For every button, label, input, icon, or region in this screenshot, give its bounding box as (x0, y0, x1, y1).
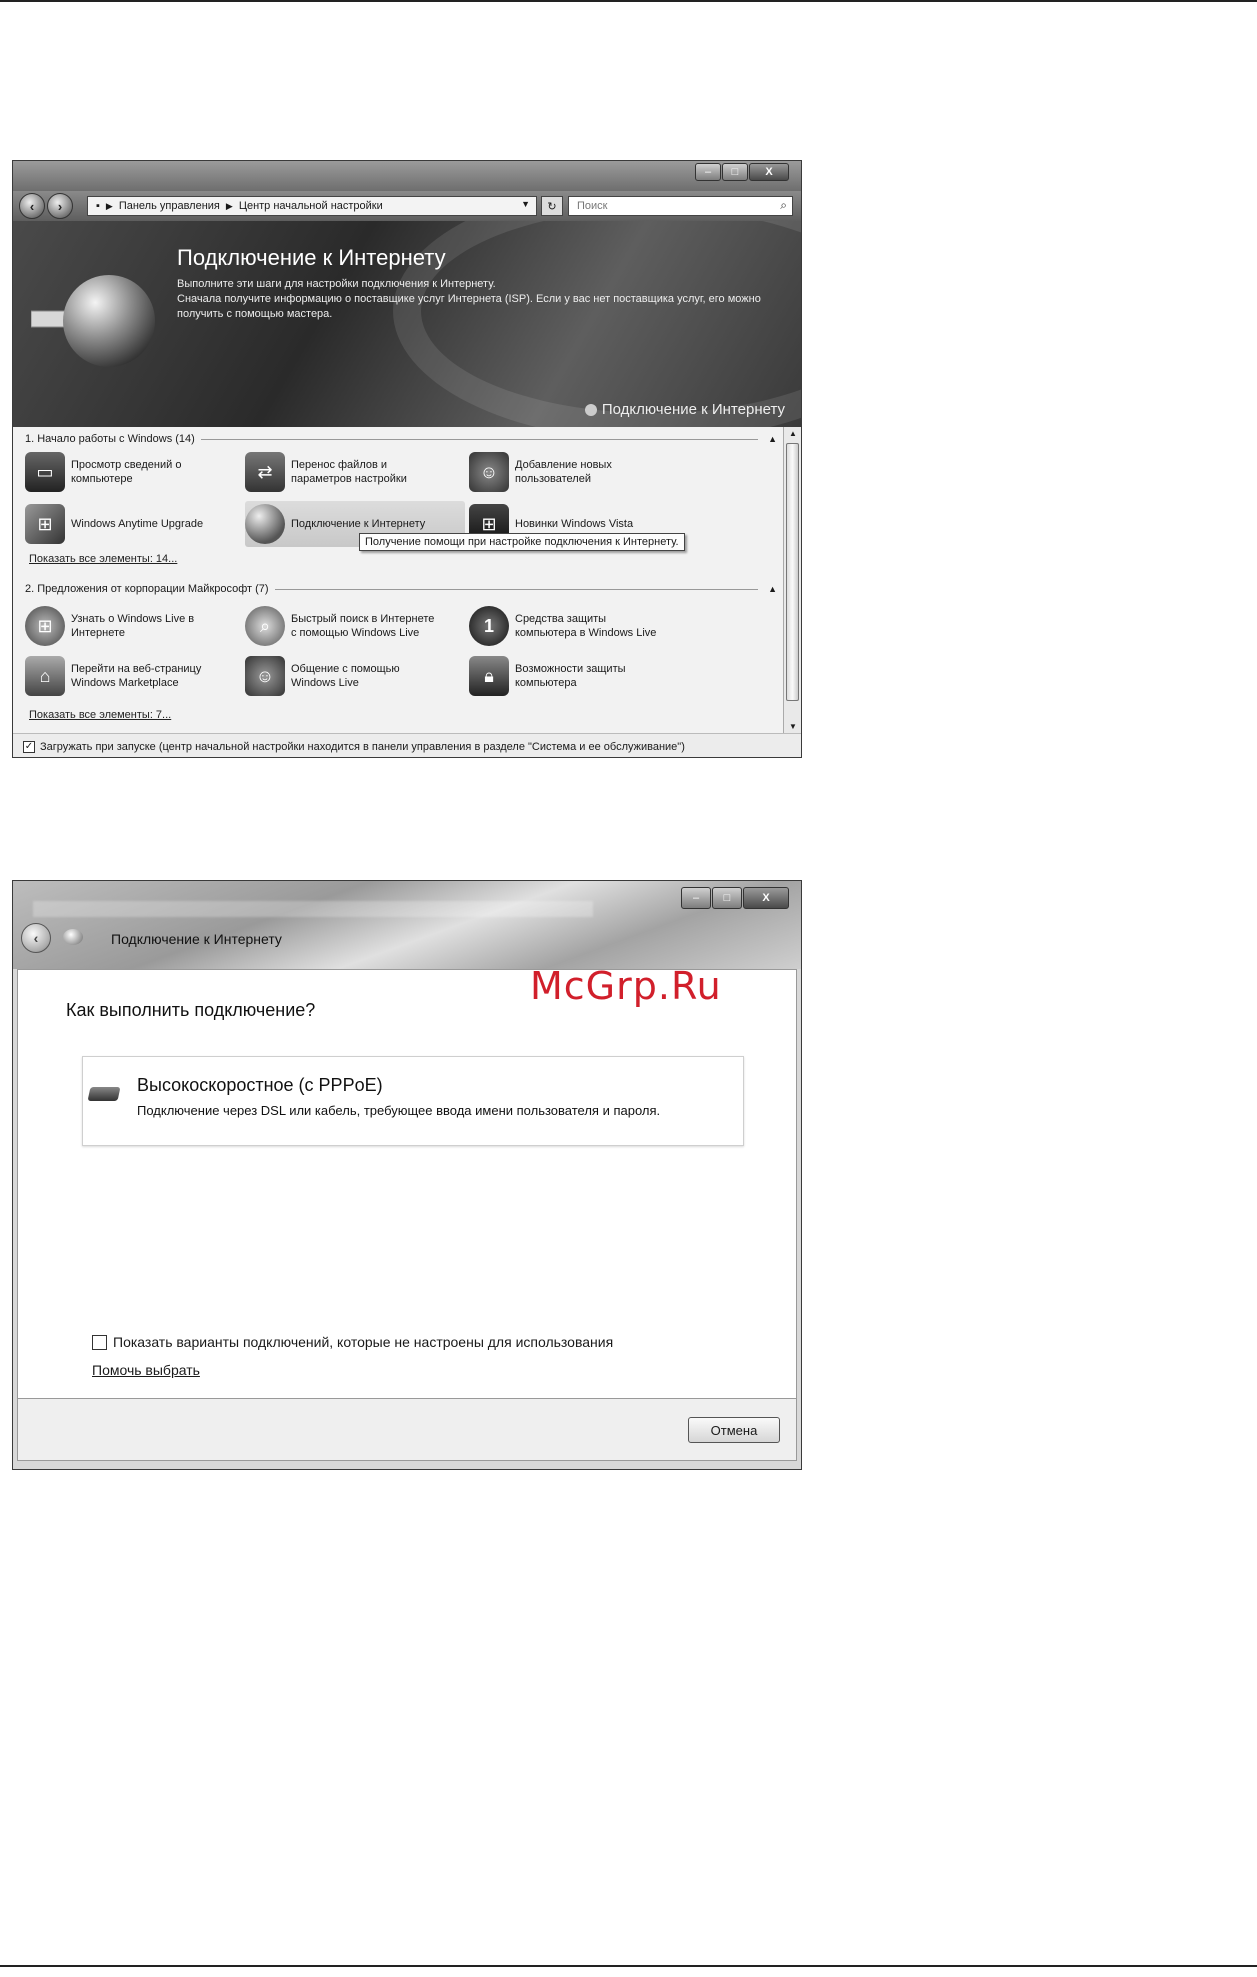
task-label: Подключение к Интернету (291, 518, 426, 530)
option-description: Подключение через DSL или кабель, требующее ввода имени пользователя и пароля. (137, 1103, 661, 1118)
transfer-icon: ⇄ (245, 452, 285, 492)
option-broadband-pppoe[interactable] (82, 1056, 744, 1146)
group-header-getting-started[interactable] (25, 433, 777, 445)
decorative-swoosh (393, 221, 801, 427)
refresh-button[interactable] (541, 196, 563, 216)
wizard-title: Подключение к Интернету (111, 931, 282, 947)
background-window-bar (33, 901, 593, 917)
task-label: параметров настройки (291, 473, 407, 485)
task-live-security[interactable] (469, 603, 689, 649)
group-title: 1. Начало работы с Windows (14) (25, 433, 195, 445)
bottom-rule (0, 1965, 1257, 1967)
show-all-link-14[interactable]: Показать все элементы: 14... (29, 553, 178, 565)
onecare-icon: 1 (469, 606, 509, 646)
users-icon: ☺ (469, 452, 509, 492)
task-label: Новинки Windows Vista (515, 518, 634, 530)
scroll-down-icon[interactable]: ▼ (789, 722, 797, 731)
detail-banner (13, 221, 801, 427)
help-me-choose-link[interactable]: Помочь выбрать (92, 1362, 200, 1378)
refresh-icon: ↻ (547, 200, 557, 213)
task-live-messenger[interactable] (245, 653, 465, 699)
group-divider (201, 439, 758, 440)
navigation-bar (13, 191, 801, 221)
banner-line-2: Сначала получите информацию о поставщике услуг Интернета (ISP). Если у вас нет поставщика услуг, его можно получить с помощью мастера. (177, 293, 761, 320)
back-button[interactable]: ‹ (21, 923, 51, 953)
task-label: Средства защиты (515, 613, 607, 625)
show-options-checkbox[interactable] (92, 1335, 107, 1350)
title-bar[interactable] (13, 161, 801, 191)
wizard-body (17, 969, 797, 1399)
globe-icon (63, 275, 155, 367)
task-label: Windows Live (291, 677, 359, 689)
breadcrumb-welcome-center[interactable]: Центр начальной настройки (238, 200, 383, 212)
task-label: пользователей (515, 473, 591, 485)
monitor-icon: ▭ (25, 452, 65, 492)
address-bar[interactable] (87, 196, 537, 216)
magnifier-icon: ⌕ (245, 606, 285, 646)
welcome-center-window (12, 160, 802, 758)
chevron-up-icon[interactable]: ▲ (768, 434, 777, 444)
task-view-computer-details[interactable] (25, 449, 245, 495)
search-icon[interactable]: ⌕ (780, 198, 787, 212)
show-options-label: Показать варианты подключений, которые не настроены для использования (113, 1334, 614, 1350)
task-label: Быстрый поиск в Интернете (291, 613, 435, 625)
group-divider (275, 589, 759, 590)
task-anytime-upgrade[interactable] (25, 501, 245, 547)
scrollbar-thumb[interactable] (786, 443, 799, 701)
task-label: Интернете (71, 627, 125, 639)
minimize-button[interactable]: – (695, 163, 721, 181)
scroll-up-icon[interactable]: ▲ (789, 429, 797, 438)
globe-icon (245, 504, 285, 544)
show-options-row[interactable] (92, 1334, 613, 1350)
group-header-microsoft-offers[interactable] (25, 583, 777, 595)
task-label: компьютера (515, 677, 577, 689)
close-button[interactable]: X (743, 887, 789, 909)
top-rule (0, 0, 1257, 2)
maximize-button[interactable]: □ (712, 887, 742, 909)
tooltip: Получение помощи при настройке подключения к Интернету. (359, 533, 685, 551)
modem-icon (88, 1087, 121, 1101)
maximize-button[interactable]: □ (722, 163, 748, 181)
tasks-pane (13, 427, 785, 733)
basket-icon: ⌂ (25, 656, 65, 696)
back-button[interactable]: ‹ (19, 193, 45, 219)
task-label: компьютере (71, 473, 133, 485)
search-placeholder: Поиск (577, 200, 608, 212)
watermark: McGrp.Ru (530, 964, 722, 1008)
folder-icon: ▪ (96, 200, 100, 212)
chevron-right-icon: ▶ (105, 200, 113, 211)
network-icon (585, 404, 597, 416)
task-windows-live-info[interactable] (25, 603, 245, 649)
network-icon (63, 929, 83, 945)
task-label: Windows Marketplace (71, 677, 179, 689)
close-button[interactable]: X (749, 163, 789, 181)
task-label: Просмотр сведений о (71, 459, 182, 471)
cancel-button[interactable]: Отмена (688, 1417, 780, 1443)
task-label: Windows Anytime Upgrade (71, 518, 204, 530)
task-label: Перенос файлов и (291, 459, 388, 471)
task-security-features[interactable] (469, 653, 689, 699)
show-all-link-7[interactable]: Показать все элементы: 7... (29, 709, 172, 721)
run-at-startup-label: Загружать при запуске (центр начальной настройки находится в панели управления в разделе "Система и ее обслуживание") (40, 740, 685, 753)
vertical-scrollbar[interactable] (783, 427, 801, 733)
windows-flag-icon: ⊞ (25, 504, 65, 544)
windows-live-icon: ⊞ (25, 606, 65, 646)
task-transfer-files[interactable] (245, 449, 465, 495)
windows-flag-icon: ⊞ (469, 504, 509, 544)
task-live-search[interactable] (245, 603, 465, 649)
banner-line-1: Выполните эти шаги для настройки подключения к Интернету. (177, 278, 496, 290)
task-add-users[interactable] (469, 449, 689, 495)
task-label: с помощью Windows Live (291, 627, 420, 639)
banner-link-label: Подключение к Интернету (601, 401, 785, 418)
minimize-button[interactable]: – (681, 887, 711, 909)
task-label: Добавление новых (515, 459, 612, 471)
run-at-startup-checkbox[interactable]: ✓ (24, 741, 34, 752)
search-input[interactable] (568, 196, 793, 216)
startup-footer (13, 733, 801, 758)
banner-description (177, 277, 777, 322)
task-label: Узнать о Windows Live в (71, 613, 195, 625)
lock-icon: 🔒︎ (469, 656, 509, 696)
forward-button[interactable]: › (47, 193, 73, 219)
group-title: 2. Предложения от корпорации Майкрософт (7) (25, 583, 269, 595)
chevron-down-icon[interactable]: ▼ (521, 199, 530, 209)
task-label: Возможности защиты (515, 663, 626, 675)
chevron-up-icon[interactable]: ▲ (768, 584, 777, 594)
banner-title: Подключение к Интернету (177, 245, 446, 270)
task-marketplace[interactable] (25, 653, 245, 699)
breadcrumb-control-panel[interactable]: Панель управления (118, 200, 220, 212)
wizard-heading: Как выполнить подключение? (66, 1000, 316, 1020)
wizard-footer (17, 1399, 797, 1461)
task-label: Общение с помощью (291, 663, 400, 675)
option-title: Высокоскоростное (с PPPoE) (137, 1075, 383, 1095)
task-label: Перейти на веб-страницу (71, 663, 202, 675)
messenger-icon: ☺ (245, 656, 285, 696)
task-label: компьютера в Windows Live (515, 627, 657, 639)
chevron-right-icon: ▶ (225, 200, 233, 211)
window-chrome (13, 881, 801, 969)
banner-connect-link[interactable] (585, 401, 785, 418)
